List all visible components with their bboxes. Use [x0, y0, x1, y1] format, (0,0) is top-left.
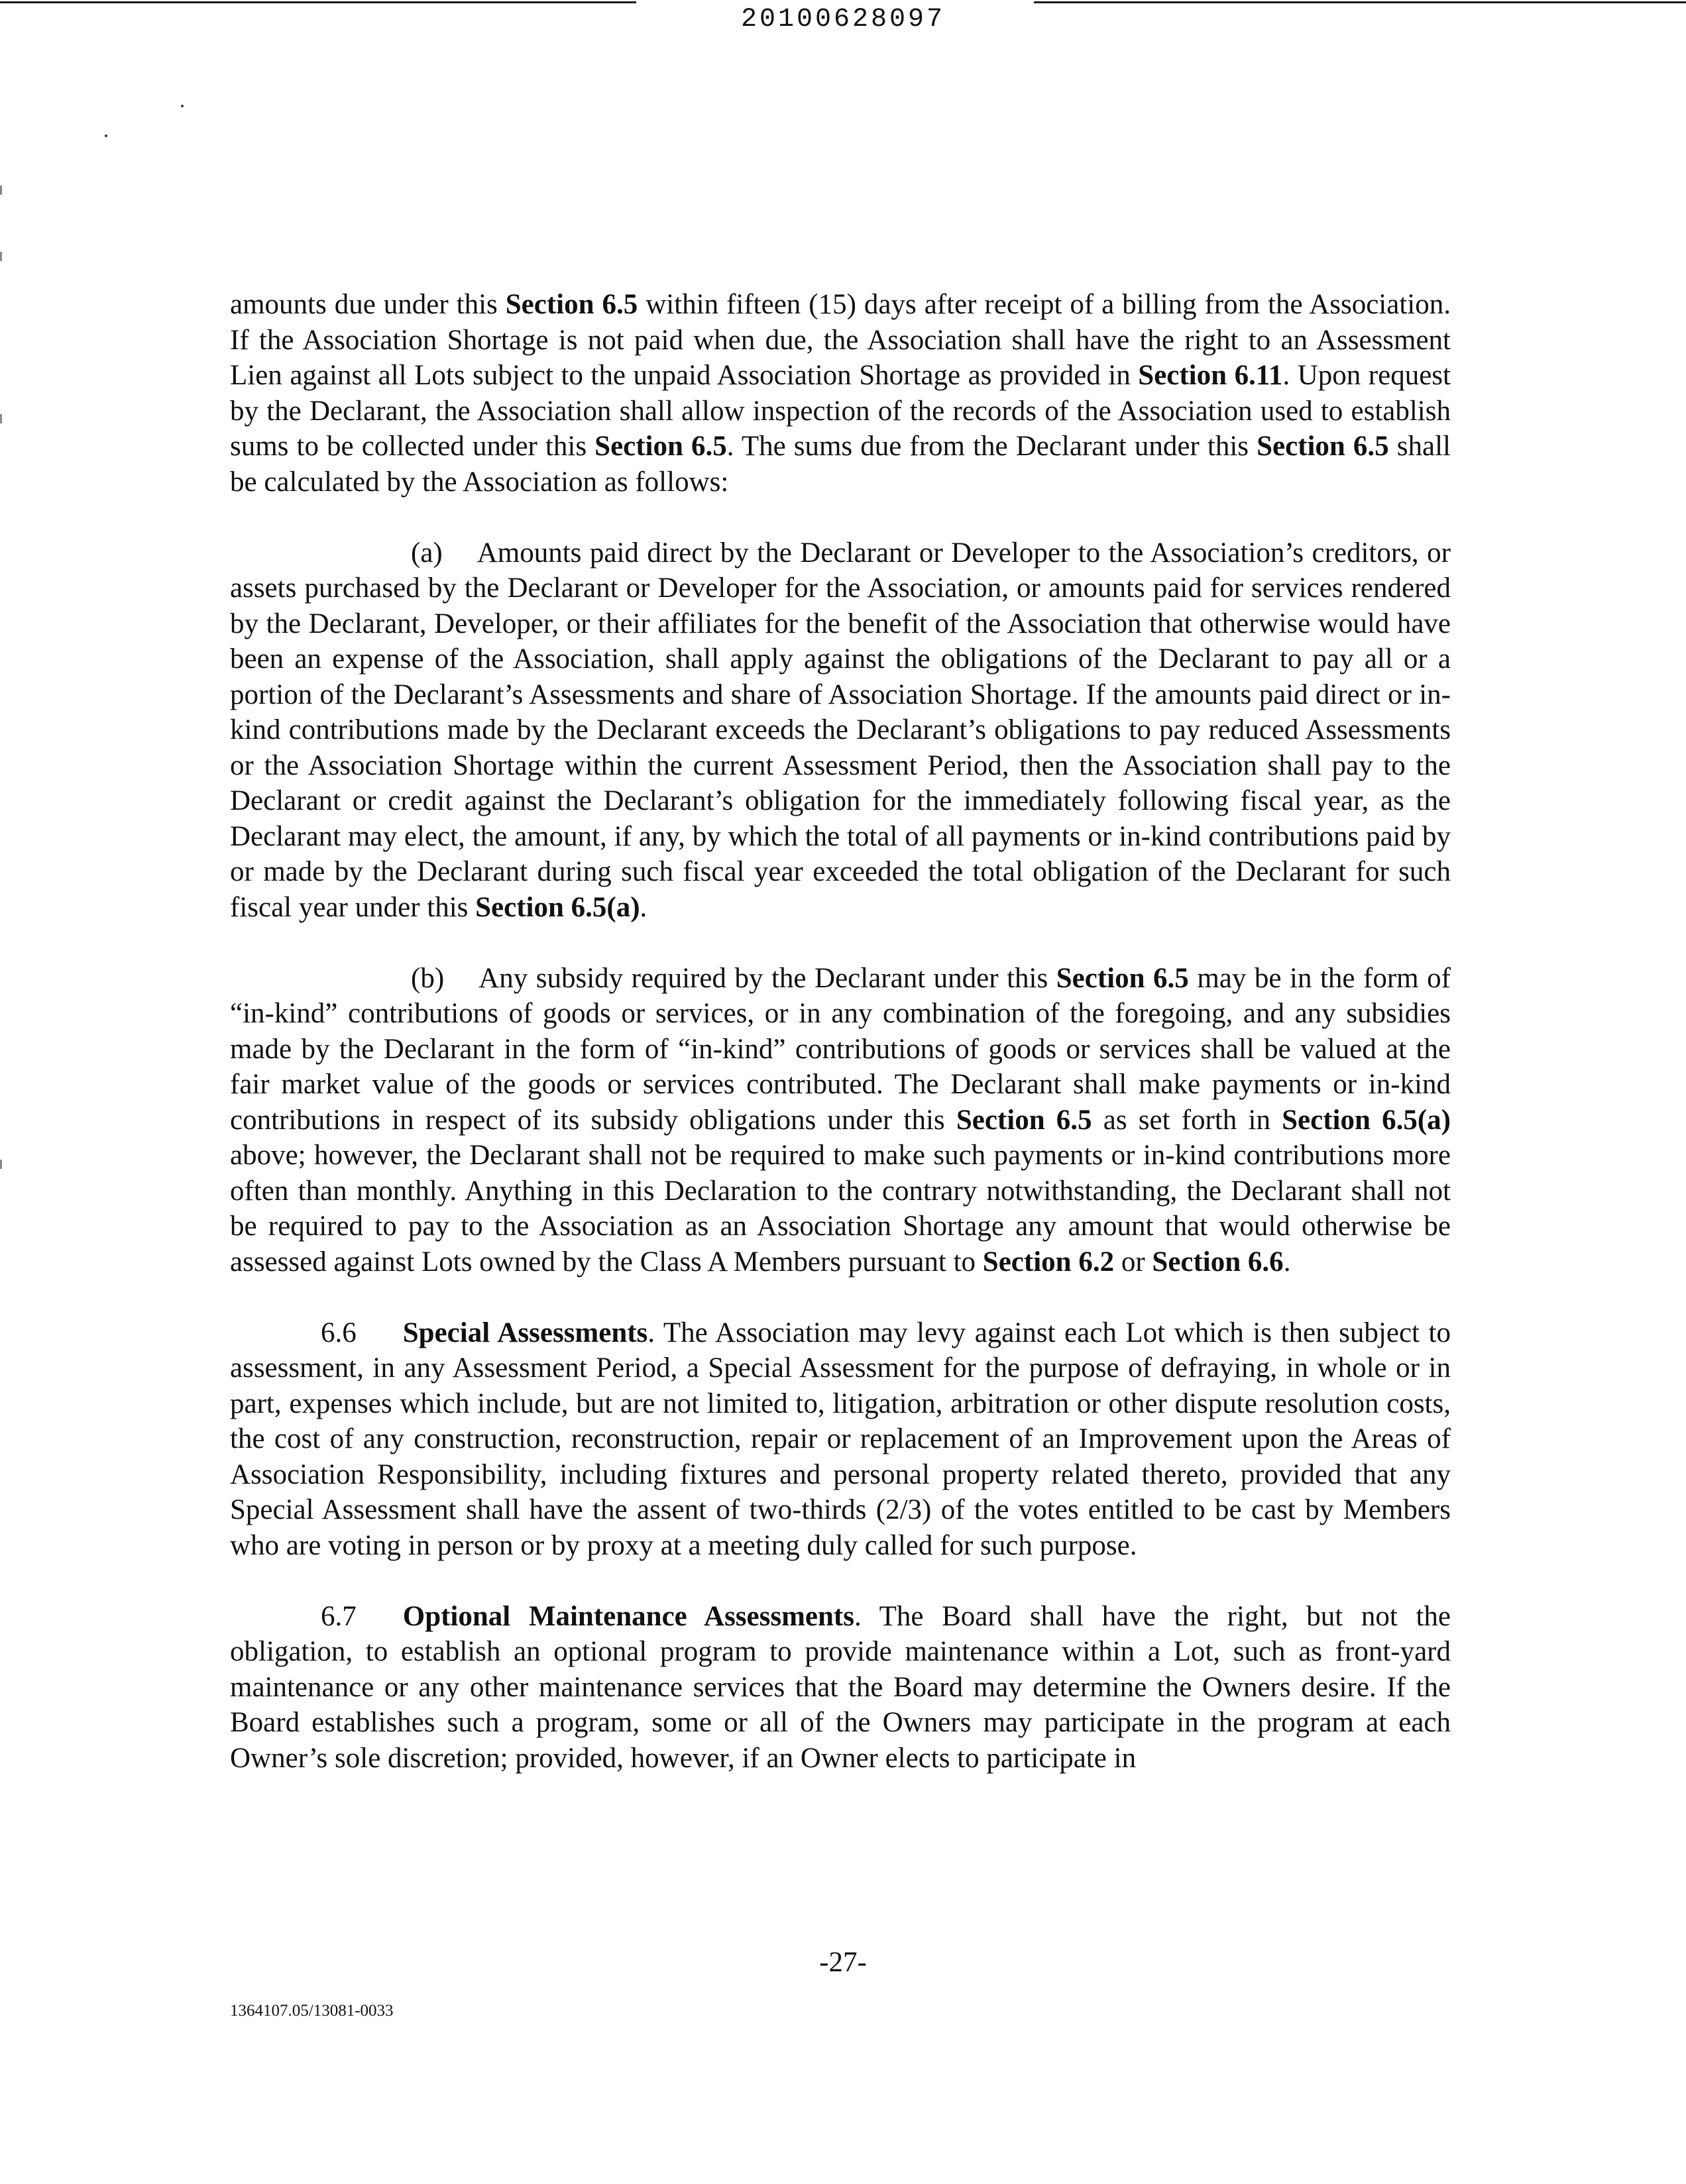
scan-speck: [105, 135, 107, 137]
section-reference: Section 6.5: [956, 1104, 1092, 1136]
body-text-run: .: [640, 891, 647, 923]
body-text-run: or: [1114, 1246, 1152, 1278]
body-text-run: Amounts paid direct by the Declarant or Developer to the Association’s creditors, or assets purchased by the Declarant or Developer for the Association, or amounts paid for services rendered by the Declarant, Developer, or their affiliates for the benefit of the Association that otherwise would have been an expense of the Association, shall apply against the obligations of the Declarant to pay all or a portion of the Declarant’s Assessments and share of Association Shortage. If the amounts paid direct or in-kind contributions made by the Declarant exceeds the Declarant’s obligations to pay reduced Assessments or the Association Shortage within the current Assessment Period, then the Association shall pay to the Declarant or credit against the Declarant’s obligation for the immediately following fiscal year, as the Declarant may elect, the amount, if any, by which the total of all payments or in-kind contributions paid by or made by the Declarant during such fiscal year exceeded the total obligation of the Declarant for such fiscal year under this: [230, 537, 1451, 923]
body-text-run: shall be calculated by the Association as follows:: [230, 431, 1451, 498]
section-reference: Section 6.2: [982, 1246, 1115, 1278]
document-body: [230, 287, 1451, 1812]
body-text-run: within fifteen (15) days after receipt of a billing from the Association. If the Association Shortage is not paid when due, the Association shall have the right to an Assessment Lien against all Lots subject to the unpaid Association Shortage as provided in: [230, 289, 1451, 391]
paragraph-subsection-b: [230, 961, 1451, 1280]
paragraph-section-6-5-continuation: [230, 287, 1451, 500]
subsection-label: (a): [411, 537, 443, 569]
body-text-run: . The sums due from the Declarant under this: [726, 431, 1257, 462]
body-text-run: . The Association may levy against each Lot which is then subject to assessment, in any Assessment Period, a Special Assessment for the purpose of defraying, in whole or in part, expenses which include, but are not limited to, litigation, arbitration or other dispute resolution costs, the cost of any construction, reconstruction, repair or replacement of an Improvement upon the Areas of Association Responsibility, including fixtures and personal property related thereto, provided that any Special Assessment shall have the assent of two-thirds (2/3) of the votes entitled to be cast by Members who are voting in person or by proxy at a meeting duly called for such purpose.: [230, 1317, 1451, 1561]
section-heading: Optional Maintenance Assessments: [402, 1600, 854, 1632]
margin-tick: [0, 414, 2, 423]
section-reference: Section 6.5: [594, 431, 727, 462]
section-reference: Section 6.5: [1056, 962, 1189, 994]
body-text-run: . Upon request by the Declarant, the Association shall allow inspection of the records of the Association used to establish sums to be collected under this: [230, 360, 1451, 462]
section-reference: Section 6.5: [1257, 431, 1389, 462]
body-text-run: above; however, the Declarant shall not be required to make such payments or in-kind contributions more often than monthly. Anything in this Declaration to the contrary notwithstanding, the Declarant shall not be required to pay to the Association as an Association Shortage any amount that would otherwise be assessed against Lots owned by the Class A Members pursuant to: [230, 1140, 1451, 1278]
section-number: 6.7: [321, 1600, 357, 1632]
body-text-run: . The Board shall have the right, but not the obligation, to establish an optional program to provide maintenance within a Lot, such as front-yard maintenance or any other maintenance services that the Board may determine the Owners desire. If the Board establishes such a program, some or all of the Owners may participate in the program at each Owner’s sole discretion; provided, however, if an Owner elects to participate in: [230, 1600, 1451, 1774]
paragraph-section-6-6: [230, 1315, 1451, 1564]
paragraph-section-6-7: [230, 1599, 1451, 1776]
section-heading: Special Assessments: [402, 1317, 648, 1348]
page-number: -27-: [819, 1947, 867, 1978]
section-reference: Section 6.5: [505, 289, 638, 320]
body-text-run: amounts due under this: [230, 289, 506, 320]
document-number: 20100628097: [740, 5, 946, 34]
margin-tick: [0, 1160, 2, 1169]
body-text-run: .: [1283, 1246, 1291, 1278]
body-text-run: as set forth in: [1092, 1104, 1282, 1136]
subsection-label: (b): [411, 962, 445, 994]
margin-tick: [0, 252, 2, 261]
section-reference: Section 6.5(a): [1282, 1104, 1451, 1136]
scan-speck: [181, 105, 184, 107]
document-code: 1364107.05/13081-0033: [230, 2002, 394, 2020]
section-reference: Section 6.5(a): [475, 891, 640, 923]
margin-tick: [0, 186, 2, 195]
section-reference: Section 6.6: [1152, 1246, 1284, 1278]
body-text-run: may be in the form of “in-kind” contributions of goods or services, or in any combination of the foregoing, and any subsidies made by the Declarant in the form of “in-kind” contributions of goods or services shall be valued at the fair market value of the goods or services contributed. The Declarant shall make payments or in-kind contributions in respect of its subsidy obligations under this: [230, 962, 1451, 1136]
body-text-run: Any subsidy required by the Declarant under this: [478, 962, 1056, 994]
section-reference: Section 6.11: [1138, 360, 1283, 391]
paragraph-subsection-a: [230, 535, 1451, 926]
section-number: 6.6: [321, 1317, 357, 1348]
